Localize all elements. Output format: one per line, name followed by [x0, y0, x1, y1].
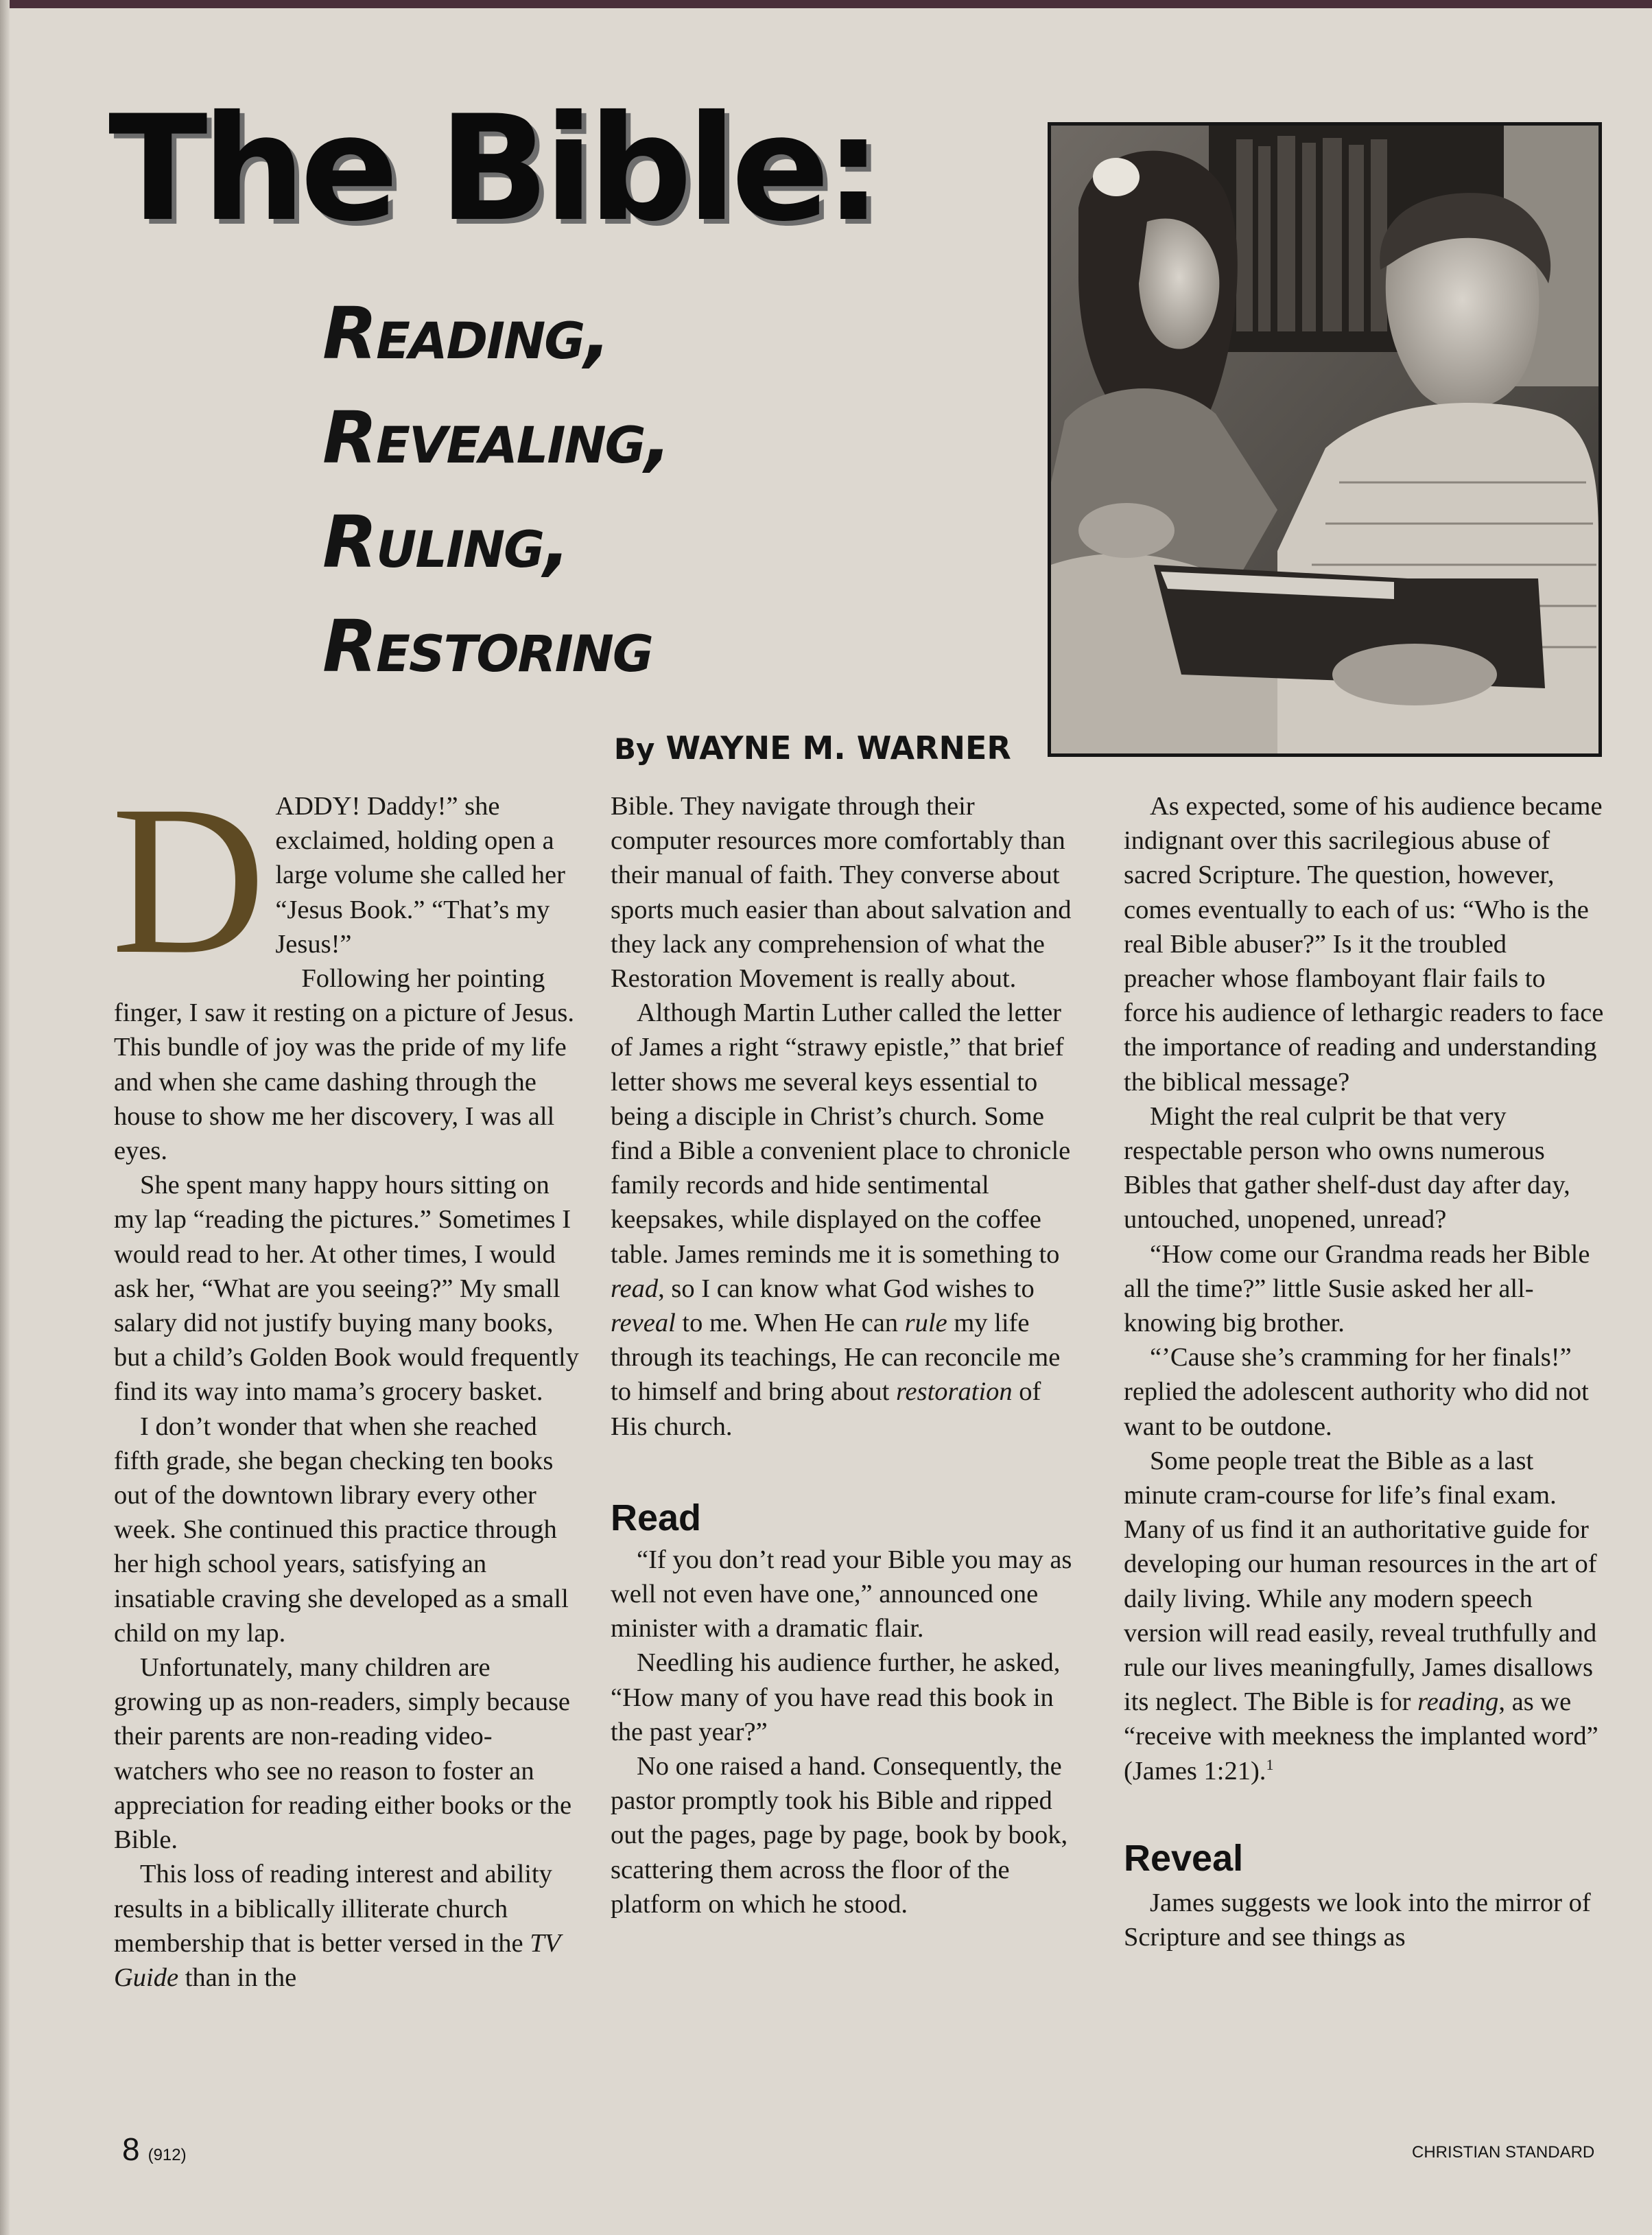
text-run: Some people treat the Bible as a last minute cram-course for life’s final exam. Many of us find it an authoritative guide for developing our human resources in the art of daily living. While any modern speech version will read easily, reveal truthfully and rule our lives meaningfully, James disallows its neglect. The Bible is for	[1124, 1446, 1597, 1717]
text-run: than in the	[178, 1963, 297, 1992]
byline	[614, 729, 1011, 767]
article-title: The Bible:	[108, 84, 877, 253]
body-paragraph: “’Cause she’s cramming for her finals!” replied the adolescent authority who did not want to be outdone.	[1124, 1343, 1589, 1441]
page-number-value: 8	[122, 2131, 140, 2167]
italic-text: read	[611, 1274, 659, 1303]
text-run: , as we “receive with meekness the implanted word” (James 1:21).	[1124, 1687, 1598, 1786]
body-paragraph: No one raised a hand. Consequently, the pastor promptly took his Bible and ripped out the pages, page by page, book by book, scattering them across the floor of the platform on which he stood.	[611, 1752, 1068, 1919]
footnote-marker: 1	[1266, 1755, 1274, 1773]
body-paragraph	[1124, 1444, 1604, 1788]
magazine-name: CHRISTIAN STANDARD	[1412, 2143, 1595, 2162]
opening-paragraph	[111, 762, 580, 998]
opening-text: ADDY! Daddy!” she exclaimed, holding open a large volume she called her “Jesus Book.” “That’s my Jesus!”	[275, 792, 565, 959]
continued-paragraph: Bible. They navigate through their computer resources more comfortably than their manual of faith. They converse about sports much easier than about salvation and they lack any comprehension of what the Restoration Movement is really about.	[611, 792, 1072, 994]
article-photo	[1048, 122, 1602, 757]
section-heading-reveal: Reveal	[1124, 1837, 1244, 1879]
italic-text: restoration	[895, 1377, 1013, 1407]
text-column-2	[611, 789, 1077, 1921]
subtitle-reading: Reading,	[322, 292, 610, 375]
text-run: , so I can know what God wishes to	[658, 1274, 1035, 1303]
body-paragraph	[611, 996, 1077, 1444]
byline-prefix: By	[614, 732, 655, 766]
body-paragraph: “How come our Grandma reads her Bible all the time?” little Susie asked her all-knowing big brother.	[1124, 1239, 1590, 1338]
text-run: This loss of reading interest and ability results in a biblically illiterate church membership that is better versed in the	[114, 1860, 552, 1958]
italic-text: reveal	[611, 1309, 676, 1338]
text-column-1	[111, 762, 580, 1995]
body-paragraph: Unfortunately, many children are growing up as non-readers, simply because their parents are non-reading video-watchers who see no reason to foster an appreciation for reading either books or the Bible.	[114, 1653, 572, 1855]
italic-text: reading	[1417, 1687, 1499, 1717]
drop-cap: D	[111, 762, 266, 998]
author-name: WAYNE M. WARNER	[665, 729, 1011, 767]
text-run: my life through its teachings, He can reconcile me to himself and bring about	[611, 1309, 1061, 1407]
italic-text: rule	[904, 1309, 947, 1338]
page-code: (912)	[148, 2146, 187, 2164]
subtitle-ruling: Ruling,	[322, 500, 569, 584]
section-heading-read: Read	[611, 1497, 702, 1538]
text-run: Although Martin Luther called the letter of James a right “strawy epistle,” that brief letter shows me several keys essential to being a disciple in Christ’s church. Some find a Bible a convenient place to chronicle family records and hide sentimental keepsakes, while displayed on the coffee table. James reminds me it is something to	[611, 998, 1071, 1269]
top-edge-bar	[0, 0, 1652, 8]
text-column-3	[1124, 789, 1604, 1954]
body-paragraph: I don’t wonder that when she reached fifth grade, she began checking ten books out of the downtown library every other week. She continued this practice through her high school years, satisfying an insatiable craving she developed as a small child on my lap.	[114, 1412, 569, 1648]
subtitle-revealing: Revealing,	[322, 396, 671, 480]
body-paragraph: Following her pointing finger, I saw it resting on a picture of Jesus. This bundle of joy was the pride of my life and when she came dashing through the house to show me her discovery, I was all eyes.	[114, 964, 574, 1166]
body-paragraph: She spent many happy hours sitting on my lap “reading the pictures.” Sometimes I would read to her. At other times, I would ask her, “What are you seeing?” My small salary did not justify buying many books, but a child’s Golden Book would frequently find its way into mama’s grocery basket.	[114, 1171, 579, 1407]
text-run: to me. When He can	[675, 1309, 905, 1338]
body-paragraph: “If you don’t read your Bible you may as well not even have one,” announced one minister with a dramatic flair.	[611, 1545, 1072, 1643]
text-run: of His church.	[611, 1377, 1041, 1441]
italic-text: TV Guide	[114, 1928, 560, 1992]
article-subtitle-block	[322, 281, 670, 699]
body-paragraph: Needling his audience further, he asked, “How many of you have read this book in the past year?”	[611, 1648, 1061, 1746]
page-spine-shadow	[0, 0, 10, 2235]
body-paragraph: Might the real culprit be that very respectable person who owns numerous Bibles that gather shelf-dust day after day, untouched, unopened, unread?	[1124, 1101, 1570, 1234]
body-paragraph: As expected, some of his audience became indignant over this sacrilegious abuse of sacred Scripture. The question, however, comes eventually to each of us: “Who is the real Bible abuser?” Is it the troubled preacher whose flamboyant flair fails to force his audience of lethargic readers to face the importance of reading and understanding the biblical message?	[1124, 792, 1604, 1097]
body-paragraph: James suggests we look into the mirror of Scripture and see things as	[1124, 1888, 1591, 1952]
body-paragraph	[114, 1857, 580, 1995]
subtitle-restoring: Restoring	[322, 605, 652, 688]
page-number	[122, 2131, 187, 2168]
photo-illustration	[1051, 126, 1598, 753]
